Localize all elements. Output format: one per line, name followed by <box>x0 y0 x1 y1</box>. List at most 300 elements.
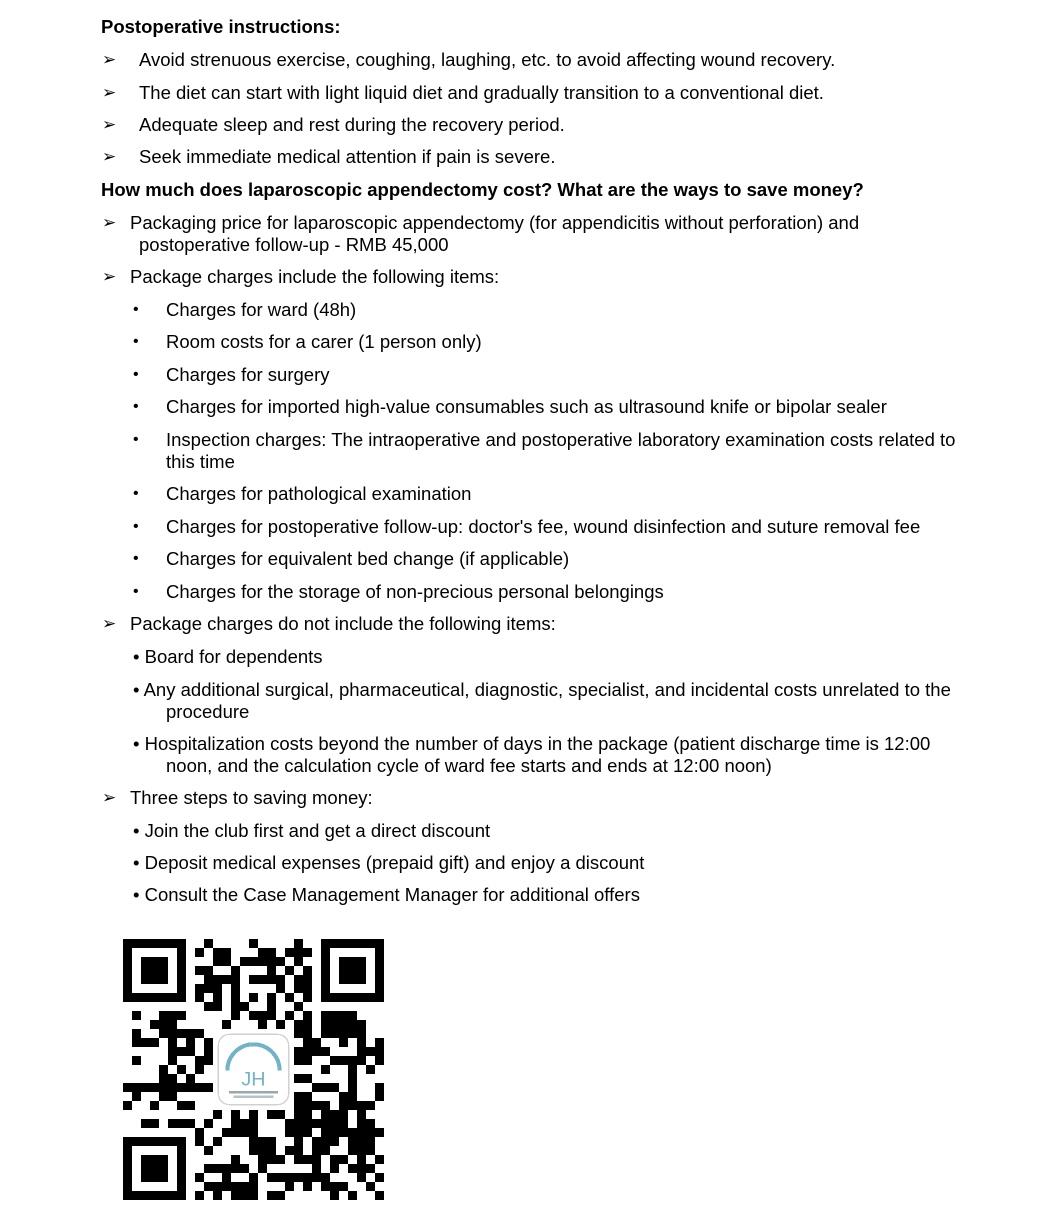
qr-module <box>267 993 276 1002</box>
qr-module <box>303 1020 312 1029</box>
qr-module <box>375 1092 384 1101</box>
qr-module <box>195 993 204 1002</box>
include-item: Inspection charges: The intraoperative and postoperative laboratory examination costs related to <box>166 429 956 450</box>
bullet-dot-icon: • <box>133 550 139 567</box>
qr-module <box>357 1020 366 1029</box>
arrow-bullet-icon: ➢ <box>102 614 117 633</box>
qr-module <box>375 1047 384 1056</box>
qr-module <box>312 1164 321 1173</box>
qr-module <box>303 1119 312 1128</box>
qr-module <box>303 1128 312 1137</box>
qr-module <box>348 1146 357 1155</box>
qr-module <box>357 1173 366 1182</box>
qr-module <box>276 1020 285 1029</box>
postop-heading: Postoperative instructions: <box>101 16 341 37</box>
postop-item: Seek immediate medical attention if pain is severe. <box>139 146 556 167</box>
qr-module <box>222 1128 231 1137</box>
qr-module <box>348 1137 357 1146</box>
qr-module <box>339 1056 348 1065</box>
qr-module <box>267 1110 276 1119</box>
qr-module <box>339 1092 348 1101</box>
qr-module <box>330 1155 339 1164</box>
qr-module <box>321 1101 330 1110</box>
arrow-bullet-icon: ➢ <box>102 147 117 166</box>
qr-module <box>348 1164 357 1173</box>
qr-module <box>222 957 231 966</box>
qr-module <box>195 1128 204 1137</box>
qr-module <box>213 957 222 966</box>
qr-module <box>366 1047 375 1056</box>
qr-module <box>267 1002 276 1011</box>
qr-module <box>267 957 276 966</box>
qr-module <box>303 1056 312 1065</box>
arrow-bullet-icon: ➢ <box>102 788 117 807</box>
qr-module <box>231 1128 240 1137</box>
qr-module <box>339 1119 348 1128</box>
qr-module <box>195 966 204 975</box>
qr-module <box>159 1083 168 1092</box>
arrow-bullet-icon: ➢ <box>102 115 117 134</box>
qr-module <box>231 1155 240 1164</box>
qr-module <box>330 1029 339 1038</box>
save-item: • Deposit medical expenses (prepaid gift) and enjoy a discount <box>133 852 645 873</box>
qr-module <box>303 1101 312 1110</box>
qr-module <box>375 1128 384 1137</box>
qr-module <box>168 1074 177 1083</box>
qr-module <box>339 1155 348 1164</box>
qr-module <box>204 939 213 948</box>
qr-module <box>375 1083 384 1092</box>
qr-module <box>303 1110 312 1119</box>
include-item: Charges for equivalent bed change (if applicable) <box>166 548 570 569</box>
postop-item: Adequate sleep and rest during the recovery period. <box>139 114 565 135</box>
qr-module <box>285 1173 294 1182</box>
qr-module <box>195 1056 204 1065</box>
qr-module <box>348 1056 357 1065</box>
qr-module <box>249 1182 258 1191</box>
qr-module <box>294 984 303 993</box>
qr-module <box>195 1137 204 1146</box>
save-item: • Join the club first and get a direct discount <box>133 820 491 841</box>
qr-module <box>195 1083 204 1092</box>
qr-module <box>240 1128 249 1137</box>
qr-module <box>231 1011 240 1020</box>
qr-module <box>312 1146 321 1155</box>
qr-module <box>357 1146 366 1155</box>
qr-module <box>177 1083 186 1092</box>
qr-module <box>375 1173 384 1182</box>
qr-module <box>366 1065 375 1074</box>
postop-item: Avoid strenuous exercise, coughing, laughing, etc. to avoid affecting wound recovery. <box>139 49 836 70</box>
qr-module <box>159 1020 168 1029</box>
qr-module <box>249 1173 258 1182</box>
arrow-bullet-icon: ➢ <box>102 267 117 286</box>
qr-module <box>357 1155 366 1164</box>
bullet-dot-icon: • <box>133 518 139 535</box>
qr-module <box>168 1092 177 1101</box>
qr-module <box>141 1038 150 1047</box>
qr-module <box>141 1119 150 1128</box>
qr-module <box>204 1056 213 1065</box>
qr-module <box>177 1047 186 1056</box>
qr-module <box>177 1029 186 1038</box>
qr-module <box>312 1137 321 1146</box>
exclude-item-continuation: procedure <box>166 701 250 722</box>
qr-module <box>312 1083 321 1092</box>
qr-module <box>366 1101 375 1110</box>
qr-module <box>150 1083 159 1092</box>
qr-module <box>258 1137 267 1146</box>
qr-module <box>339 1029 348 1038</box>
qr-module <box>348 1020 357 1029</box>
bullet-dot-icon: • <box>133 583 139 600</box>
qr-module <box>213 975 222 984</box>
qr-module <box>168 1047 177 1056</box>
qr-module <box>231 993 240 1002</box>
qr-module <box>285 993 294 1002</box>
qr-module <box>348 1128 357 1137</box>
qr-module <box>303 948 312 957</box>
qr-module <box>186 1083 195 1092</box>
qr-module <box>366 1128 375 1137</box>
qr-module <box>231 1191 240 1200</box>
include-item: Room costs for a carer (1 person only) <box>166 331 482 352</box>
qr-module <box>294 1047 303 1056</box>
qr-module <box>186 1119 195 1128</box>
qr-module <box>312 1038 321 1047</box>
arrow-bullet-icon: ➢ <box>102 50 117 69</box>
qr-module <box>285 948 294 957</box>
qr-module <box>213 1164 222 1173</box>
exclude-item-continuation: noon, and the calculation cycle of ward fee starts and ends at 12:00 noon) <box>166 755 772 776</box>
qr-module <box>222 948 231 957</box>
qr-module <box>186 1029 195 1038</box>
save-title: Three steps to saving money: <box>130 787 373 808</box>
qr-module <box>276 1110 285 1119</box>
qr-module <box>294 1173 303 1182</box>
qr-module <box>168 1056 177 1065</box>
qr-module <box>159 1029 168 1038</box>
qr-module <box>321 1137 330 1146</box>
qr-module <box>258 948 267 957</box>
include-item: Charges for the storage of non-precious personal belongings <box>166 581 664 602</box>
qr-module <box>303 1092 312 1101</box>
qr-module <box>321 1047 330 1056</box>
qr-module <box>330 1164 339 1173</box>
qr-module <box>312 1155 321 1164</box>
qr-module <box>330 1083 339 1092</box>
qr-module <box>159 1092 168 1101</box>
qr-module <box>204 1146 213 1155</box>
qr-module <box>222 1173 231 1182</box>
qr-module <box>222 1182 231 1191</box>
qr-module <box>321 1083 330 1092</box>
qr-module <box>303 966 312 975</box>
qr-center-logo <box>218 1034 288 1104</box>
qr-module <box>294 1029 303 1038</box>
qr-module <box>321 1182 330 1191</box>
qr-module <box>204 1047 213 1056</box>
qr-module <box>294 1146 303 1155</box>
qr-module <box>231 984 240 993</box>
qr-module <box>348 1074 357 1083</box>
qr-module <box>330 1056 339 1065</box>
qr-module <box>303 984 312 993</box>
qr-module <box>348 1065 357 1074</box>
qr-module <box>222 975 231 984</box>
qr-module <box>267 1173 276 1182</box>
qr-module <box>231 1164 240 1173</box>
bullet-dot-icon: • <box>133 431 139 448</box>
qr-logo-text: JH <box>241 1068 266 1091</box>
qr-module <box>267 975 276 984</box>
qr-module <box>330 1128 339 1137</box>
qr-module <box>348 1191 357 1200</box>
qr-module <box>357 1056 366 1065</box>
qr-module <box>348 1011 357 1020</box>
qr-module <box>366 1119 375 1128</box>
qr-module <box>294 1101 303 1110</box>
qr-module <box>195 1173 204 1182</box>
qr-module <box>258 1011 267 1020</box>
include-item: Charges for ward (48h) <box>166 299 357 320</box>
qr-module <box>330 1137 339 1146</box>
qr-module <box>321 1065 330 1074</box>
qr-module <box>195 1029 204 1038</box>
qr-module <box>294 1128 303 1137</box>
qr-module <box>204 1182 213 1191</box>
qr-module <box>231 1119 240 1128</box>
arrow-bullet-icon: ➢ <box>102 83 117 102</box>
qr-module <box>366 1146 375 1155</box>
qr-module <box>177 1101 186 1110</box>
qr-module <box>150 1020 159 1029</box>
qr-module <box>195 984 204 993</box>
qr-module <box>168 1029 177 1038</box>
qr-module <box>204 966 213 975</box>
qr-module <box>213 948 222 957</box>
qr-module <box>330 1110 339 1119</box>
qr-module <box>294 1002 303 1011</box>
qr-module <box>303 975 312 984</box>
qr-module <box>168 1083 177 1092</box>
save-item: • Consult the Case Management Manager for additional offers <box>133 884 640 905</box>
qr-module <box>195 948 204 957</box>
qr-module <box>222 1020 231 1029</box>
qr-module <box>186 1047 195 1056</box>
qr-module <box>348 1092 357 1101</box>
qr-module <box>339 1110 348 1119</box>
qr-module <box>195 1065 204 1074</box>
qr-module <box>276 1191 285 1200</box>
qr-module <box>303 993 312 1002</box>
qr-module <box>249 957 258 966</box>
qr-module <box>375 1038 384 1047</box>
qr-module <box>312 1101 321 1110</box>
qr-module <box>339 1020 348 1029</box>
qr-module <box>204 984 213 993</box>
qr-module <box>213 1137 222 1146</box>
qr-module <box>258 1164 267 1173</box>
price-line: postoperative follow-up - RMB 45,000 <box>139 234 449 255</box>
qr-module <box>186 1038 195 1047</box>
exclude-item: • Hospitalization costs beyond the number of days in the package (patient discharge time is 12:00 <box>133 733 931 754</box>
qr-module <box>366 1137 375 1146</box>
qr-module <box>177 1065 186 1074</box>
include-item: Charges for postoperative follow-up: doctor's fee, wound disinfection and suture removal fee <box>166 516 921 537</box>
qr-module <box>312 1119 321 1128</box>
qr-module <box>357 1119 366 1128</box>
qr-module <box>357 1164 366 1173</box>
qr-module <box>303 1173 312 1182</box>
qr-module <box>168 1020 177 1029</box>
qr-module <box>258 1020 267 1029</box>
qr-module <box>357 1038 366 1047</box>
qr-module <box>204 1119 213 1128</box>
qr-module <box>321 1173 330 1182</box>
qr-module <box>330 1182 339 1191</box>
qr-module <box>339 1182 348 1191</box>
bullet-dot-icon: • <box>133 398 139 415</box>
qr-module <box>267 1011 276 1020</box>
qr-module <box>213 1182 222 1191</box>
qr-module <box>204 1002 213 1011</box>
qr-module <box>267 1191 276 1200</box>
qr-module <box>213 1191 222 1200</box>
qr-module <box>159 1074 168 1083</box>
qr-module <box>231 966 240 975</box>
qr-module <box>294 957 303 966</box>
qr-module <box>276 975 285 984</box>
qr-module <box>159 1011 168 1020</box>
qr-module <box>303 1074 312 1083</box>
qr-module <box>294 948 303 957</box>
qr-module <box>249 993 258 1002</box>
qr-module <box>276 957 285 966</box>
qr-module <box>204 1083 213 1092</box>
qr-module <box>348 1083 357 1092</box>
qr-module <box>240 957 249 966</box>
qr-module <box>213 993 222 1002</box>
qr-module <box>294 1137 303 1146</box>
qr-module <box>249 1119 258 1128</box>
qr-module <box>366 1164 375 1173</box>
postop-item: The diet can start with light liquid diet and gradually transition to a conventional diet. <box>139 82 824 103</box>
qr-module <box>303 1155 312 1164</box>
qr-module <box>294 975 303 984</box>
include-item: Charges for imported high-value consumables such as ultrasound knife or bipolar sealer <box>166 396 887 417</box>
qr-module <box>267 1137 276 1146</box>
qr-module <box>285 1146 294 1155</box>
qr-module <box>240 1182 249 1191</box>
qr-module <box>321 1029 330 1038</box>
qr-code[interactable] <box>123 939 384 1200</box>
qr-module <box>204 1164 213 1173</box>
qr-module <box>294 1092 303 1101</box>
qr-module <box>159 1065 168 1074</box>
qr-module <box>285 1182 294 1191</box>
qr-module <box>240 1191 249 1200</box>
qr-module <box>348 1101 357 1110</box>
qr-module <box>366 1182 375 1191</box>
qr-module <box>330 1020 339 1029</box>
qr-module <box>141 1083 150 1092</box>
qr-module <box>132 1038 141 1047</box>
qr-module <box>276 984 285 993</box>
qr-module <box>294 1056 303 1065</box>
qr-module <box>285 1011 294 1020</box>
qr-module <box>276 1173 285 1182</box>
qr-module <box>231 1182 240 1191</box>
qr-module <box>321 1119 330 1128</box>
qr-module <box>249 939 258 948</box>
qr-module <box>204 975 213 984</box>
qr-module <box>132 1083 141 1092</box>
bullet-dot-icon: • <box>133 333 139 350</box>
qr-module <box>132 1029 141 1038</box>
qr-module <box>357 1029 366 1038</box>
qr-module <box>150 1101 159 1110</box>
qr-module <box>312 1173 321 1182</box>
qr-module <box>294 939 303 948</box>
qr-module <box>303 1038 312 1047</box>
qr-module <box>276 1155 285 1164</box>
qr-module <box>339 1011 348 1020</box>
qr-module <box>321 1011 330 1020</box>
qr-module <box>267 1155 276 1164</box>
qr-module <box>186 1074 195 1083</box>
qr-module <box>177 1119 186 1128</box>
exclude-item: • Any additional surgical, pharmaceutical, diagnostic, specialist, and incidental costs unrelated to the <box>133 679 951 700</box>
qr-module <box>123 1101 132 1110</box>
qr-module <box>357 1047 366 1056</box>
qr-module <box>294 1110 303 1119</box>
qr-module <box>321 1020 330 1029</box>
qr-module <box>213 984 222 993</box>
qr-module <box>330 1119 339 1128</box>
qr-module <box>330 1191 339 1200</box>
qr-module <box>375 1155 384 1164</box>
qr-module <box>249 1146 258 1155</box>
qr-module <box>132 1092 141 1101</box>
qr-module <box>339 1128 348 1137</box>
include-item: Charges for pathological examination <box>166 483 472 504</box>
qr-module <box>321 1128 330 1137</box>
qr-module <box>357 1128 366 1137</box>
qr-module <box>249 1137 258 1146</box>
qr-module <box>213 1110 222 1119</box>
qr-module <box>249 1110 258 1119</box>
qr-module <box>357 1110 366 1119</box>
qr-module <box>249 1128 258 1137</box>
qr-module <box>330 1011 339 1020</box>
qr-module <box>222 1164 231 1173</box>
qr-module <box>285 966 294 975</box>
qr-module <box>204 1038 213 1047</box>
price-line: Packaging price for laparoscopic appendectomy (for appendicitis without perforation) and <box>130 212 860 233</box>
qr-module <box>258 957 267 966</box>
qr-module <box>303 1047 312 1056</box>
qr-module <box>312 1047 321 1056</box>
qr-module <box>294 1020 303 1029</box>
qr-module <box>231 1002 240 1011</box>
qr-module <box>357 1101 366 1110</box>
qr-module <box>195 1191 204 1200</box>
qr-module <box>285 1119 294 1128</box>
exclude-item: • Board for dependents <box>133 646 323 667</box>
arrow-bullet-icon: ➢ <box>102 213 117 232</box>
qr-module <box>213 1002 222 1011</box>
